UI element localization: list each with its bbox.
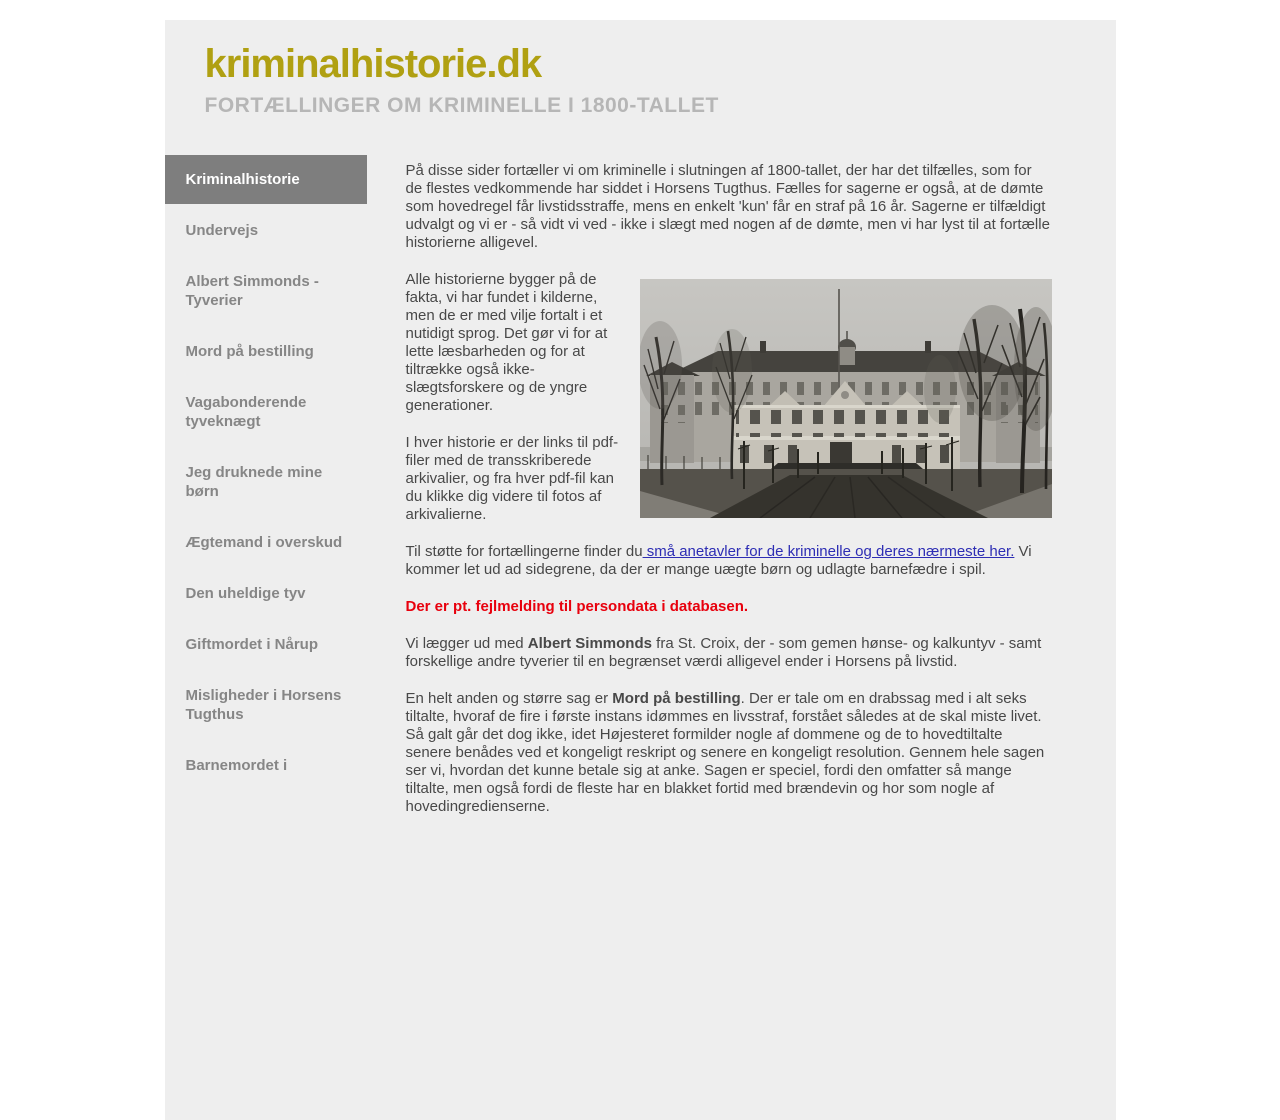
sidebar-item-den-uheldige-tyv[interactable]: Den uheldige tyv — [185, 585, 306, 602]
site-header — [165, 20, 1116, 118]
site-title[interactable]: kriminalhistorie.dk — [204, 42, 542, 86]
sidebar-item-vagabonderende-tyveknaegt[interactable]: Vagabonderende tyveknægt — [185, 394, 307, 430]
intro-paragraph: På disse sider fortæller vi om kriminelle i slutningen af 1800-tallet, der har det tilfælles, som for de flestes vedkommende har siddet i Horsens Tugthus. Fælles for sagerne er også, at de dømte som hovedregel får livstidsstraffe, mens en enkelt 'kun' får en straf på 16 år. Sagerne er tilfældigt udvalgt og vi er - så vidt vi ved - ikke i slægt med nogen af de dømte, men vi har lyst til at fortælle historierne alligevel. — [405, 162, 1050, 251]
mord-paa-bestilling-bold: Mord på bestilling — [612, 690, 741, 707]
horsens-tugthus-photo-illustration — [640, 279, 1052, 518]
mord-post-text: . Der er tale om en drabssag med i alt seks tiltalte, hvoraf de fire i første instans idømmes en livsstraf, forstået således at de skal miste livet. Så galt går det dog ikke, idet Højesteret formilder nogle af dommene og de to hovedtiltalte senere benådes ved et kongeligt reskript og senere en kongeligt resolution. Gennem hele sagen ser vi, hvordan det kunne betale sig at anke. Sagen er speciel, fordi den omfatter så mange tiltalte, men også fordi de fleste har en blakket fortid med brændevin og hor som nogle af hovedingredienserne. — [405, 690, 1045, 815]
sidebar-item-jeg-druknede-mine-boern[interactable]: Jeg druknede mine børn — [185, 464, 323, 500]
anetavler-pre-text: Til støtte for fortællingerne finder du — [405, 543, 643, 560]
pdf-links-paragraph: I hver historie er der links til pdf-filer med de transskriberede arkivalier, og fra hver pdf-fil kan du klikke dig videre til fotos af arkivalierne. — [405, 434, 619, 523]
anetavler-link[interactable]: små anetavler for de kriminelle og deres nærmeste her. — [642, 543, 1015, 560]
albert-post-text: fra St. Croix, der - som gemen hønse- og kalkuntyv - samt forskellige andre tyverier til en begrænset værdi alligevel ender i Horsens på livstid. — [405, 635, 1042, 670]
mord-paa-bestilling-paragraph — [406, 690, 1052, 816]
about-facts-paragraph: Alle historierne bygger på de fakta, vi har fundet i kilderne, men de er med vilje fortalt i et nutidigt sprog. Det gør vi for at lette læsbarheden og for at tiltrække også ikke-slægtsforskere og de yngre generationer. — [405, 271, 608, 414]
mord-pre-text: En helt anden og større sag er — [405, 690, 613, 707]
body-row — [165, 155, 1116, 835]
albert-simmonds-bold: Albert Simmonds — [527, 635, 652, 652]
sidebar-menu — [165, 155, 367, 790]
horsens-tugthus-photo — [640, 279, 1052, 518]
anetavler-post-text: Vi kommer let ud ad sidegrene, da der er mange uægte børn og udlagte barnefædre i spil. — [405, 543, 1032, 578]
sidebar-item-barnemordet[interactable]: Barnemordet i — [185, 757, 288, 774]
anetavler-paragraph — [406, 543, 1052, 579]
sidebar-item-undervejs[interactable]: Undervejs — [185, 222, 259, 239]
sidebar-item-mord-paa-bestilling[interactable]: Mord på bestilling — [185, 343, 314, 360]
sidebar-nav — [165, 155, 367, 792]
sidebar-item-giftmordet-i-naarup[interactable]: Giftmordet i Nårup — [185, 636, 319, 653]
sidebar-item-aegtemand-i-overskud[interactable]: Ægtemand i overskud — [185, 534, 343, 551]
sidebar-item-kriminalhistorie[interactable]: Kriminalhistorie — [165, 155, 367, 204]
sidebar-item-albert-simmonds-tyverier[interactable]: Albert Simmonds - Tyverier — [185, 273, 319, 309]
albert-simmonds-paragraph — [406, 635, 1052, 671]
albert-pre-text: Vi lægger ud med — [405, 635, 528, 652]
error-notice: Der er pt. fejlmelding til persondata i databasen. — [405, 598, 749, 615]
site-subtitle: FORTÆLLINGER OM KRIMINELLE I 1800-TALLET — [204, 94, 719, 117]
main-content — [406, 155, 1052, 835]
sidebar-item-misligheder-i-horsens-tugthus[interactable]: Misligheder i Horsens Tugthus — [185, 687, 342, 723]
site-container — [165, 20, 1116, 1120]
